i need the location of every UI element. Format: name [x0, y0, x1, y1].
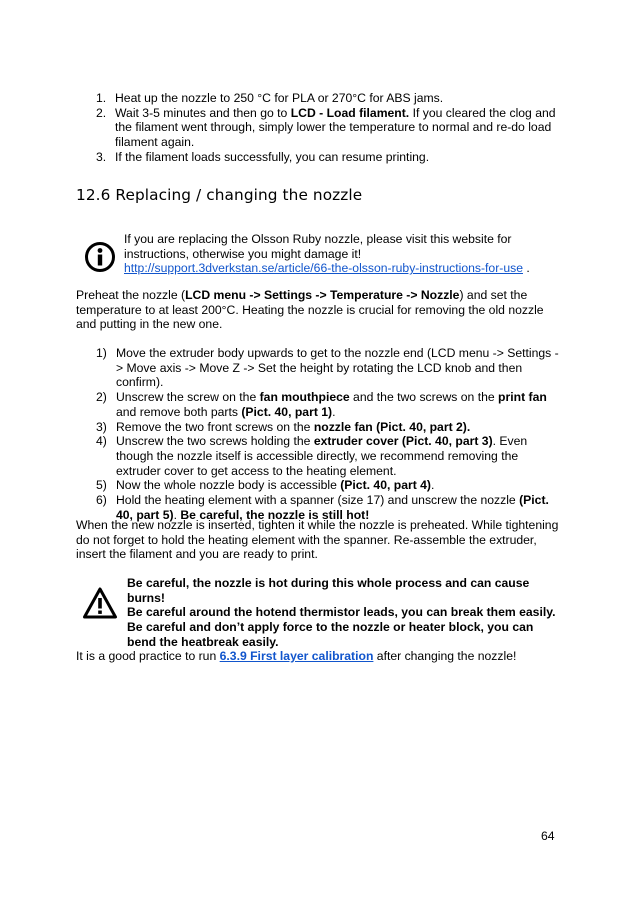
preheat-segment: Preheat the nozzle (	[76, 288, 186, 302]
nozzle-step-item	[96, 346, 562, 390]
nozzle-step-segment: Unscrew the screw on the	[116, 390, 260, 405]
nozzle-step-segment: (Pict. 40, part 5)	[116, 493, 549, 522]
info-note-text: If you are replacing the Olsson Ruby nozzle, please visit this website for instructions, otherwise you might damage it!	[124, 232, 512, 261]
nozzle-step-segment: Hold the heating element with a spanner (size 17) and unscrew the nozzle	[116, 493, 520, 508]
preheat-segment: LCD menu -> Settings -> Temperature -> Nozzle	[185, 288, 460, 302]
nozzle-step-item	[96, 478, 562, 493]
list-number: 5)	[96, 478, 107, 493]
nozzle-step-segment: Be careful, the nozzle is still hot!	[180, 507, 370, 522]
info-note	[124, 232, 544, 276]
clog-step-segment: LCD - Load filament.	[290, 105, 410, 120]
calibration-text-after: after changing the nozzle!	[373, 649, 517, 663]
nozzle-step-segment: (Pict. 40, part 1)	[241, 404, 333, 419]
nozzle-step-segment: Move the extruder body upwards to get to the nozzle end (LCD menu -> Settings -> Move axis -> Move Z -> Set the height by rotating the LCD knob and then confirm).	[116, 346, 559, 390]
clog-step-segment: Heat up the nozzle to 250 °C for PLA or 270°C for ABS jams.	[115, 91, 444, 105]
nozzle-step-segment: and the two screws on the	[349, 390, 499, 405]
nozzle-step-segment: nozzle fan (Pict. 40, part 2).	[313, 419, 471, 434]
nozzle-step-segment: extruder cover (Pict. 40, part 3)	[313, 434, 493, 449]
warning-line: Be careful, the nozzle is hot during this whole process and can cause burns!	[127, 576, 530, 605]
page-number: 64	[541, 829, 555, 843]
nozzle-step-segment: Unscrew the two screws holding the	[116, 434, 314, 449]
list-number: 3)	[96, 419, 107, 434]
list-number: 6)	[96, 493, 107, 508]
nozzle-step-segment: (Pict. 40, part 4)	[340, 478, 431, 493]
list-number: 3.	[96, 149, 107, 164]
list-number: 1.	[96, 91, 107, 105]
section-heading: 12.6 Replacing / changing the nozzle	[76, 186, 363, 204]
clog-step-item	[96, 106, 556, 150]
nozzle-step-item	[96, 434, 562, 478]
warning-line: Be careful and don’t apply force to the nozzle or heater block, you can bend the heatbreak easily.	[127, 620, 534, 649]
info-link-suffix: .	[522, 261, 530, 276]
nozzle-step-item	[96, 390, 562, 419]
nozzle-steps-list	[96, 346, 562, 522]
nozzle-step-segment: . Even though the nozzle itself is accessible directly, we recommend removing the extruder cover to get access to the heating element.	[116, 434, 528, 478]
preheat-paragraph	[76, 288, 560, 332]
nozzle-step-segment: Remove the two front screws on the	[116, 419, 314, 434]
clog-step-segment: Wait 3-5 minutes and then go to	[115, 105, 291, 120]
nozzle-step-segment: .	[173, 507, 181, 522]
info-icon	[84, 241, 116, 273]
list-number: 2)	[96, 390, 107, 405]
nozzle-step-segment: print fan	[498, 390, 547, 405]
clog-step-segment: If you cleared the clog and the filament went through, simply lower the temperature to normal and re-do load filament again.	[115, 105, 556, 150]
clog-step-segment: If the filament loads successfully, you can resume printing.	[115, 149, 430, 164]
nozzle-step-segment: fan mouthpiece	[259, 390, 350, 405]
nozzle-step-segment: .	[332, 404, 336, 419]
calibration-text-before: It is a good practice to run	[76, 649, 220, 663]
calibration-paragraph	[76, 649, 560, 664]
nozzle-step-item	[96, 420, 562, 435]
first-layer-calibration-link[interactable]: 6.3.9 First layer calibration	[219, 649, 374, 663]
clog-step-item	[96, 91, 556, 106]
clog-steps-list	[96, 91, 556, 165]
warning-line: Be careful around the hotend thermistor leads, you can break them easily.	[127, 605, 556, 620]
nozzle-step-segment: .	[431, 478, 435, 493]
reassemble-paragraph: When the new nozzle is inserted, tighten it while the nozzle is preheated. While tightening do not forget to hold the heating element with the spanner. Re-assemble the extruder, insert the filament and you are ready to print.	[76, 518, 559, 562]
warning-note	[127, 576, 557, 650]
nozzle-step-segment: and remove both parts	[116, 404, 242, 419]
clog-step-item	[96, 150, 556, 165]
nozzle-step-segment: Now the whole nozzle body is accessible	[116, 478, 341, 493]
list-number: 1)	[96, 346, 107, 360]
warning-triangle-icon	[82, 586, 118, 620]
preheat-segment: ) and set the temperature to at least 200°C. Heating the nozzle is crucial for removing the old nozzle and putting in the new one.	[76, 288, 544, 332]
list-number: 2.	[96, 105, 107, 120]
list-number: 4)	[96, 434, 107, 449]
olsson-ruby-link[interactable]: http://support.3dverkstan.se/article/66-the-olsson-ruby-instructions-for-use	[124, 261, 523, 276]
